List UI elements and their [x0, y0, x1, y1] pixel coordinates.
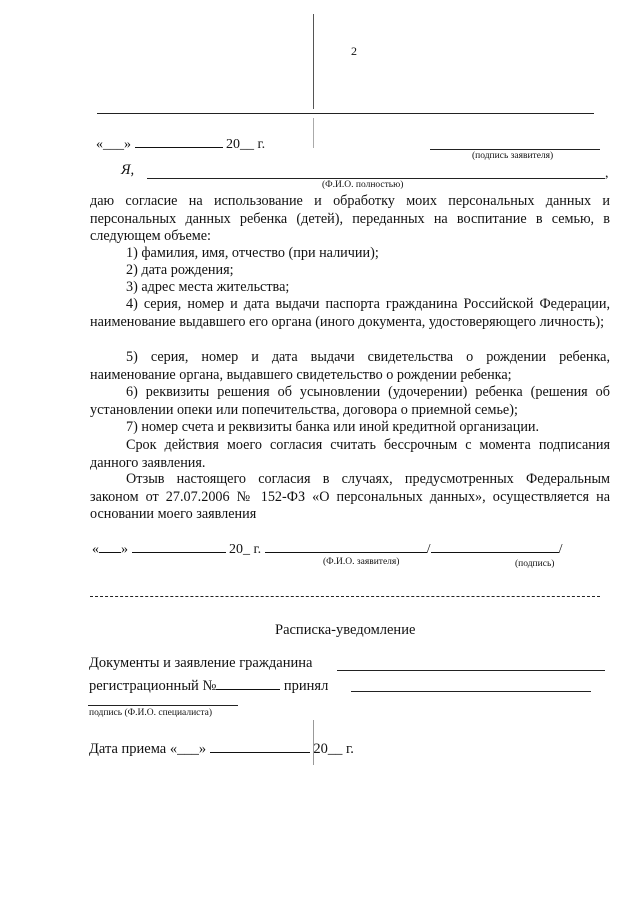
- revocation-text: Отзыв настоящего согласия в случаях, предусмотренных Федеральным законом от 27.07.2006 № 152-ФЗ «О персональных данных», осуществляется на основании моего заявления: [90, 471, 610, 522]
- applicant-signature-blank[interactable]: [431, 539, 559, 553]
- fold-line-mid: [313, 118, 314, 148]
- specialist-sign-line[interactable]: [88, 705, 238, 706]
- item-3: 3) адрес места жительства;: [126, 279, 290, 295]
- applicant-sign-line[interactable]: [430, 149, 600, 150]
- accept-date-line: [89, 739, 354, 758]
- item-6: 6) реквизиты решения об усыновлении (удочерении) ребенка (решения об установлении опеки или попечительства, договора о приемной семье);: [90, 384, 610, 418]
- accept-date-month-blank[interactable]: [210, 739, 310, 753]
- bottom-date-open: «: [92, 542, 99, 557]
- top-date-open: «: [96, 137, 103, 152]
- accept-date-close: »: [198, 741, 207, 757]
- validity-text: Срок действия моего согласия считать бессрочным с момента подписания данного заявления.: [90, 437, 610, 471]
- accept-date-day: ___: [177, 741, 199, 757]
- receipt-line-1-text: Документы и заявление гражданина: [89, 655, 313, 671]
- item-1: 1) фамилия, имя, отчество (при наличии);: [126, 245, 379, 261]
- cut-line: [90, 596, 600, 597]
- accept-date-year: 20__ г.: [313, 741, 354, 757]
- page-number: 2: [351, 44, 357, 58]
- fold-line-bottom: [313, 720, 314, 765]
- bottom-date-year: 20_ г.: [229, 542, 262, 557]
- bottom-slash-1: /: [426, 542, 431, 557]
- applicant-sign-caption: (подпись заявителя): [472, 151, 554, 161]
- bottom-date-close: »: [121, 542, 128, 557]
- reg-number-blank[interactable]: [216, 676, 280, 690]
- ya-comma: ,: [605, 166, 609, 181]
- consent-text: даю согласие на использование и обработку моих персональных данных и персональных данных ребенка (детей), переданных на воспитание в семью, в следующем объеме:: [90, 193, 610, 244]
- fold-line-top: [313, 14, 314, 109]
- top-rule: [97, 113, 594, 114]
- top-date-month-blank[interactable]: [135, 134, 223, 148]
- item-4: 4) серия, номер и дата выдачи паспорта гражданина Российской Федерации, наименование выдавшего его органа (иного документа, удостоверяющего личность);: [90, 296, 610, 330]
- fio-applicant-caption: (Ф.И.О. заявителя): [323, 557, 400, 567]
- bottom-date-day-blank[interactable]: [99, 539, 121, 553]
- fio-full-caption: (Ф.И.О. полностью): [322, 180, 404, 190]
- top-date-day: ___: [103, 137, 124, 152]
- receipt-line-2: [89, 676, 328, 695]
- signature-caption: (подпись): [515, 559, 555, 569]
- bottom-date-line: [92, 539, 562, 558]
- accepted-by-blank[interactable]: [351, 691, 591, 692]
- reg-number-label: регистрационный №: [89, 678, 217, 694]
- item-2: 2) дата рождения;: [126, 262, 234, 278]
- bottom-slash-2: /: [558, 542, 563, 557]
- ya-prefix: Я,: [121, 162, 135, 178]
- receipt-line-1: [89, 655, 312, 672]
- top-date-year: 20__ г.: [226, 137, 266, 152]
- accepted-label: принял: [283, 678, 329, 694]
- item-7: 7) номер счета и реквизиты банка или иной кредитной организации.: [126, 419, 540, 435]
- accept-date-label: Дата приема «: [89, 741, 178, 757]
- receipt-title: Расписка-уведомление: [275, 622, 416, 638]
- fio-applicant-blank[interactable]: [265, 539, 427, 553]
- citizen-name-blank[interactable]: [337, 670, 605, 671]
- top-date-close: »: [124, 137, 131, 152]
- specialist-caption: подпись (Ф.И.О. специалиста): [89, 708, 213, 718]
- bottom-date-month-blank[interactable]: [132, 539, 226, 553]
- top-date-line: [96, 134, 265, 153]
- item-5: 5) серия, номер и дата выдачи свидетельства о рождении ребенка, наименование органа, выдавшего свидетельство о рождении ребенка;: [90, 349, 610, 383]
- fio-full-line[interactable]: [147, 178, 605, 179]
